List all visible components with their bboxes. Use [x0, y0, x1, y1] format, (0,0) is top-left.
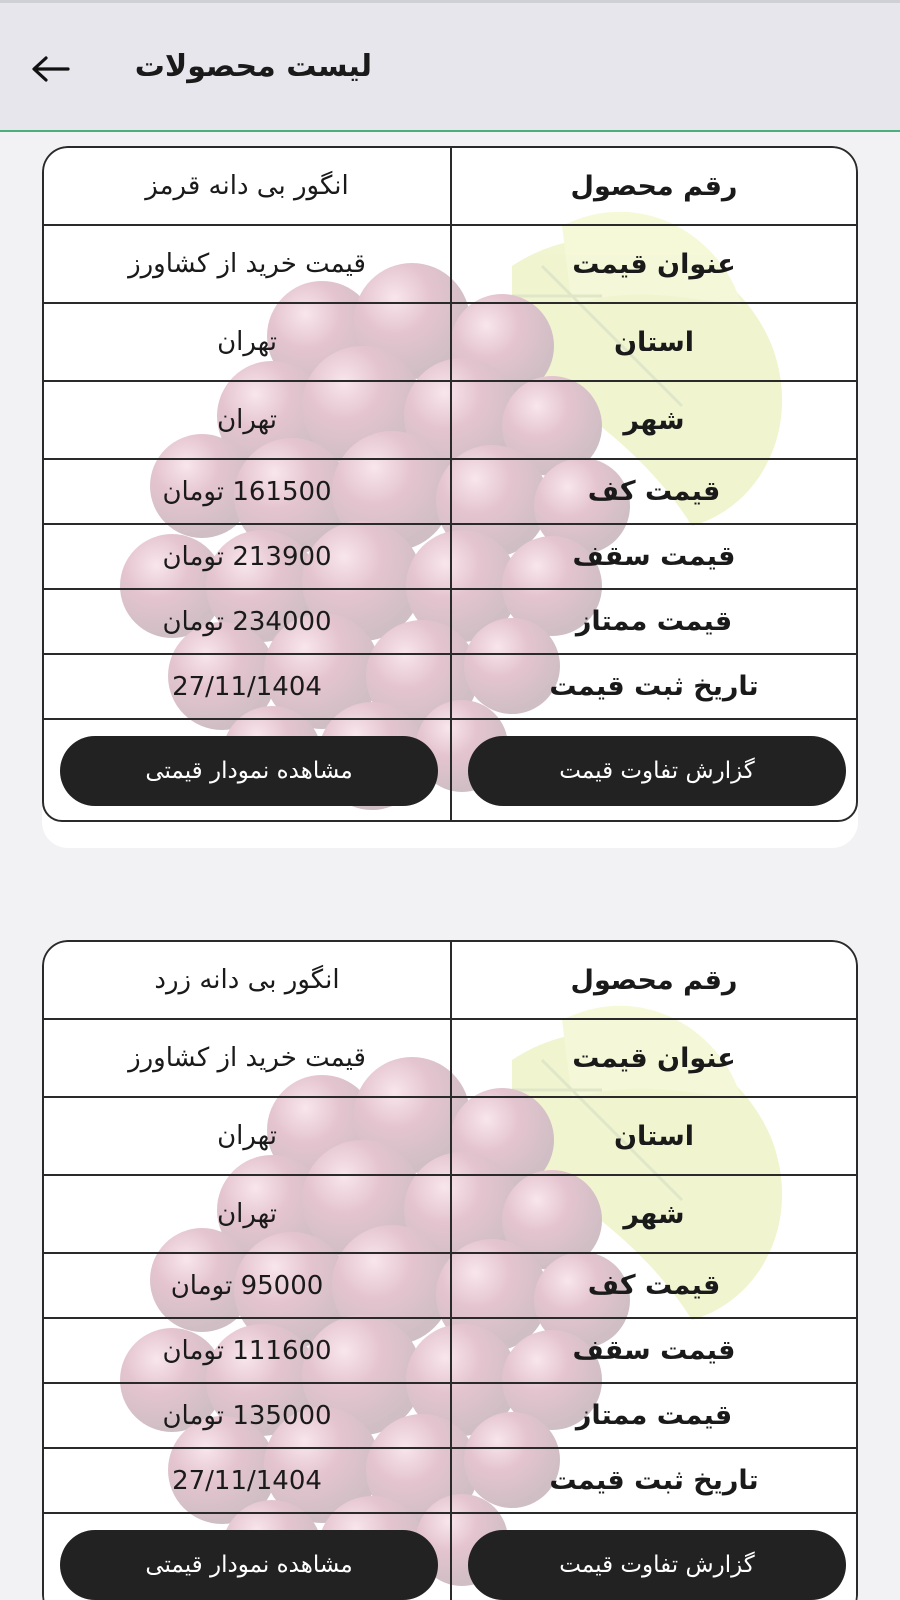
date-value: 27/11/1404 [172, 1465, 322, 1496]
province-value: تهران [217, 327, 277, 357]
table-row [44, 1020, 856, 1098]
price-title-label: عنوان قیمت [572, 248, 736, 280]
back-button[interactable] [22, 41, 78, 97]
price-difference-report-button[interactable]: گزارش تفاوت قیمت [468, 1530, 846, 1600]
price-difference-report-button[interactable]: گزارش تفاوت قیمت [468, 736, 846, 806]
table-row [44, 460, 856, 525]
product-card [42, 940, 858, 1600]
table-row [44, 1254, 856, 1319]
product-table [42, 146, 858, 822]
premium-price-value: 135000 تومان [162, 1400, 332, 1431]
price-title-value: قیمت خرید از کشاورز [128, 249, 366, 279]
premium-price-label: قیمت ممتاز [575, 606, 733, 637]
table-row [44, 525, 856, 590]
price-chart-button[interactable]: مشاهده نمودار قیمتی [60, 1530, 438, 1600]
price-title-label: عنوان قیمت [572, 1042, 736, 1074]
arrow-left-icon [30, 54, 70, 84]
min-price-label: قیمت کف [587, 1270, 721, 1301]
price-chart-button[interactable]: مشاهده نمودار قیمتی [60, 736, 438, 806]
min-price-label: قیمت کف [587, 476, 721, 507]
province-label: استان [614, 326, 695, 358]
product-card [42, 146, 858, 848]
button-row [44, 720, 856, 824]
province-label: استان [614, 1120, 695, 1152]
table-row [44, 148, 856, 226]
table-row [44, 655, 856, 720]
premium-price-value: 234000 تومان [162, 606, 332, 637]
city-value: تهران [217, 405, 277, 435]
product-table [42, 940, 858, 1600]
city-value: تهران [217, 1199, 277, 1229]
table-row [44, 226, 856, 304]
table-row [44, 382, 856, 460]
max-price-value: 111600 تومان [162, 1335, 332, 1366]
product-value: انگور بی دانه زرد [154, 965, 340, 995]
button-row [44, 1514, 856, 1600]
table-row [44, 1176, 856, 1254]
min-price-value: 95000 تومان [170, 1270, 324, 1301]
province-value: تهران [217, 1121, 277, 1151]
max-price-label: قیمت سقف [572, 1335, 736, 1366]
date-label: تاریخ ثبت قیمت [549, 1465, 759, 1496]
table-row [44, 1384, 856, 1449]
table-row [44, 1319, 856, 1384]
table-row [44, 590, 856, 655]
city-label: شهر [623, 404, 685, 436]
min-price-value: 161500 تومان [162, 476, 332, 507]
max-price-label: قیمت سقف [572, 541, 736, 572]
product-label: رقم محصول [570, 964, 738, 996]
product-label: رقم محصول [570, 170, 738, 202]
premium-price-label: قیمت ممتاز [575, 1400, 733, 1431]
page-title: لیست محصولات [134, 49, 372, 84]
max-price-value: 213900 تومان [162, 541, 332, 572]
app-bar [0, 0, 900, 132]
product-value: انگور بی دانه قرمز [145, 171, 349, 201]
table-row [44, 1098, 856, 1176]
table-row [44, 1449, 856, 1514]
date-label: تاریخ ثبت قیمت [549, 671, 759, 702]
table-row [44, 942, 856, 1020]
city-label: شهر [623, 1198, 685, 1230]
date-value: 27/11/1404 [172, 671, 322, 702]
price-title-value: قیمت خرید از کشاورز [128, 1043, 366, 1073]
table-row [44, 304, 856, 382]
